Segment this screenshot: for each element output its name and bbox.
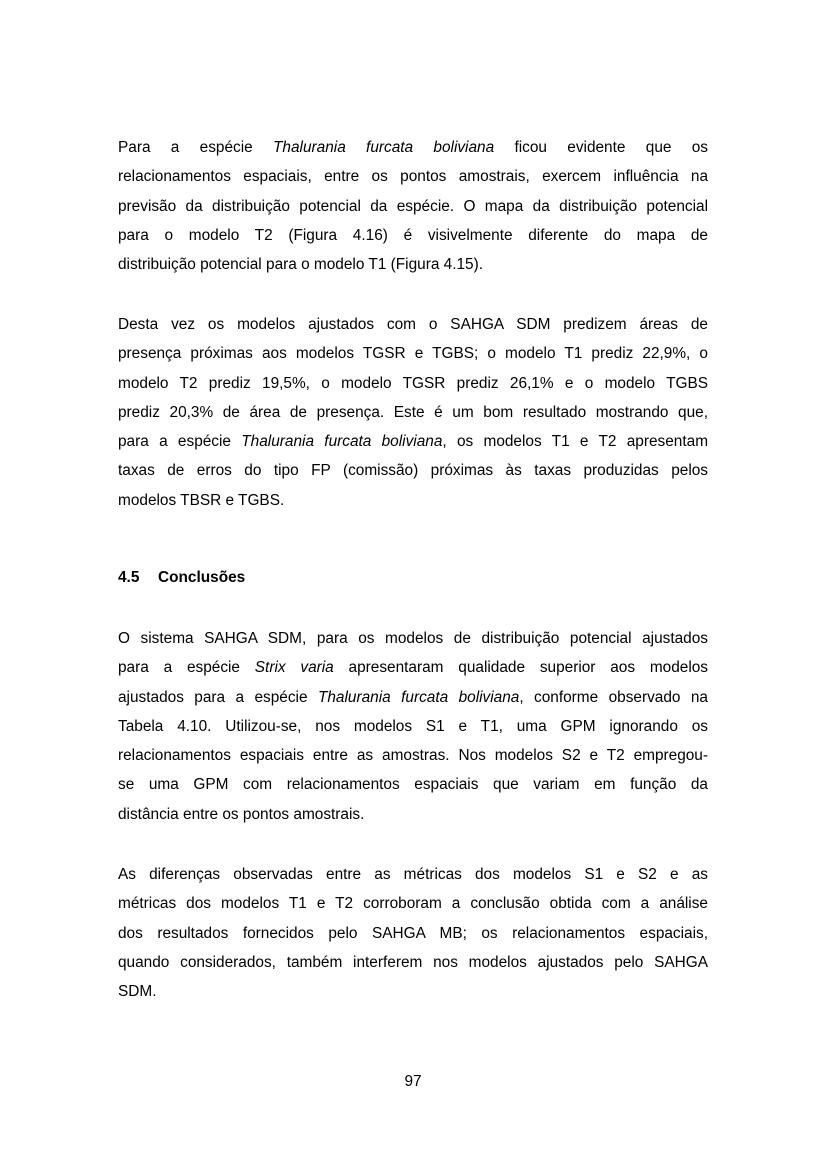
paragraph-line: se uma GPM com relacionamentos espaciais que variam em função da (118, 776, 708, 794)
paragraph-line: presença próximas aos modelos TGSR e TGBS; o modelo T1 prediz 22,9%, o (118, 345, 708, 363)
paragraph-line: para a espécie Strix varia apresentaram qualidade superior aos modelos (118, 659, 708, 677)
paragraph-4 (118, 860, 708, 1006)
paragraph-line: SDM. (118, 983, 157, 1001)
paragraph-line: relacionamentos espaciais, entre os pontos amostrais, exercem influência na (118, 168, 708, 186)
paragraph-line: quando considerados, também interferem nos modelos ajustados pelo SAHGA (118, 953, 708, 971)
paragraph-line: modelos TBSR e TGBS. (118, 491, 285, 509)
paragraph-line: Tabela 4.10. Utilizou-se, nos modelos S1 e T1, uma GPM ignorando os (118, 717, 708, 735)
paragraph-line: distribuição potencial para o modelo T1 (Figura 4.15). (118, 256, 484, 274)
paragraph-3 (118, 624, 708, 829)
section-heading (118, 566, 245, 590)
paragraph-line: para o modelo T2 (Figura 4.16) é visivelmente diferente do mapa de (118, 226, 708, 244)
paragraph-2 (118, 310, 708, 515)
section-number: 4.5 (118, 569, 140, 586)
paragraph-line: para a espécie Thalurania furcata boliviana, os modelos T1 e T2 apresentam (118, 433, 709, 451)
section-title: Conclusões (158, 569, 246, 586)
paragraph-line: ajustados para a espécie Thalurania furcata boliviana, conforme observado na (118, 688, 708, 706)
paragraph-line: O sistema SAHGA SDM, para os modelos de distribuição potencial ajustados (118, 630, 708, 647)
paragraph-line: As diferenças observadas entre as métricas dos modelos S1 e S2 e as (118, 866, 708, 883)
paragraph-line: dos resultados fornecidos pelo SAHGA MB; os relacionamentos espaciais, (118, 924, 708, 942)
paragraph-line: previsão da distribuição potencial da espécie. O mapa da distribuição potencial (118, 197, 708, 215)
paragraph-line: Desta vez os modelos ajustados com o SAHGA SDM predizem áreas de (118, 316, 708, 333)
paragraph-line: distância entre os pontos amostrais. (118, 805, 365, 823)
paragraph-line: taxas de erros do tipo FP (comissão) próximas às taxas produzidas pelos (118, 462, 708, 480)
paragraph-line: relacionamentos espaciais entre as amostras. Nos modelos S2 e T2 empregou- (118, 747, 708, 765)
paragraph-line: prediz 20,3% de área de presença. Este é um bom resultado mostrando que, (118, 403, 708, 421)
page-number: 97 (404, 1073, 422, 1090)
paragraph-1 (118, 133, 708, 279)
paragraph-line: modelo T2 prediz 19,5%, o modelo TGSR prediz 26,1% e o modelo TGBS (118, 374, 708, 392)
paragraph-line: Para a espécie Thalurania furcata boliviana ficou evidente que os (118, 139, 708, 156)
paragraph-line: métricas dos modelos T1 e T2 corroboram a conclusão obtida com a análise (118, 895, 708, 913)
